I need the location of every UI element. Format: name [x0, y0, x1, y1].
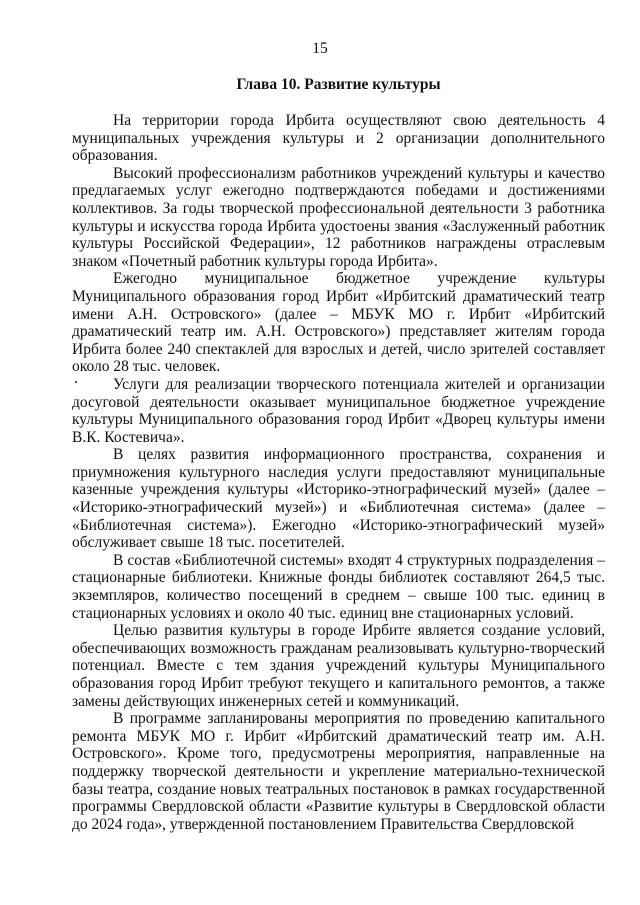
paragraph-7: Целью развития культуры в городе Ирбите является создание условий, обеспечивающих возможность гражданам реализовывать культурно-творческий потенциал. Вместе с тем здания учреждений культуры Муниципального образования город Ирбит требуют текущего и капитального ремонтов, а также замены действующих инженерных сетей и коммуникаций.: [72, 622, 605, 710]
paragraph-5: В целях развития информационного пространства, сохранения и приумножения культурного наследия услуги предоставляют муниципальные казенные учреждения культуры «Историко-этнографический музей» (далее – «Историко-этнографический музей») и «Библиотечная система» (далее – «Библиотечная система»). Ежегодно «Историко-этнографический музей» обслуживает свыше 18 тыс. посетителей.: [72, 446, 605, 552]
paragraph-8: В программе запланированы мероприятия по проведению капитального ремонта МБУК МО г. Ирбит «Ирбитский драматический театр им. А.Н. Островского». Кроме того, предусмотрены мероприятия, направленные на поддержку творческой деятельности и укрепление материально-технической базы театра, создание новых театральных постановок в рамках государственной программы Свердловской области «Развитие культуры в Свердловской области до 2024 года», утвержденной постановлением Правительства Свердловской: [72, 710, 605, 833]
paragraph-3: Ежегодно муниципальное бюджетное учреждение культуры Муниципального образования город Ирбит «Ирбитский драматический театр имени А.Н. Островского» (далее – МБУК МО г. Ирбит «Ирбитский драматический театр им. А.Н. Островского») представляет жителям города Ирбита более 240 спектаклей для взрослых и детей, число зрителей составляет около 28 тыс. человек.: [72, 270, 605, 376]
paragraph-1: На территории города Ирбита осуществляют свою деятельность 4 муниципальных учреждения культуры и 2 организации дополнительного образования.: [72, 112, 605, 165]
paragraph-6: В состав «Библиотечной системы» входят 4 структурных подразделения – стационарные библиотеки. Книжные фонды библиотек составляют 264,5 тыс. экземпляров, количество посещений в среднем – свыше 100 тыс. единиц в стационарных условиях и около 40 тыс. единиц вне стационарных условий.: [72, 551, 605, 622]
paragraph-2: Высокий профессионализм работников учреждений культуры и качество предлагаемых услуг ежегодно подтверждаются победами и достижениями коллективов. За годы творческой профессиональной деятельности 3 работника культуры и искусства города Ирбита удостоены звания «Заслуженный работник культуры Российской Федерации», 12 работников награждены отраслевым знаком «Почетный работник культуры города Ирбита».: [72, 164, 605, 270]
page-number: 15: [312, 40, 328, 57]
body-text: [72, 112, 605, 833]
paragraph-4: Услуги для реализации творческого потенциала жителей и организации досуговой деятельности оказывает муниципальное бюджетное учреждение культуры Муниципального образования город Ирбит «Дворец культуры имени В.К. Костевича».: [72, 375, 605, 446]
chapter-title: Глава 10. Развитие культуры: [236, 76, 441, 93]
